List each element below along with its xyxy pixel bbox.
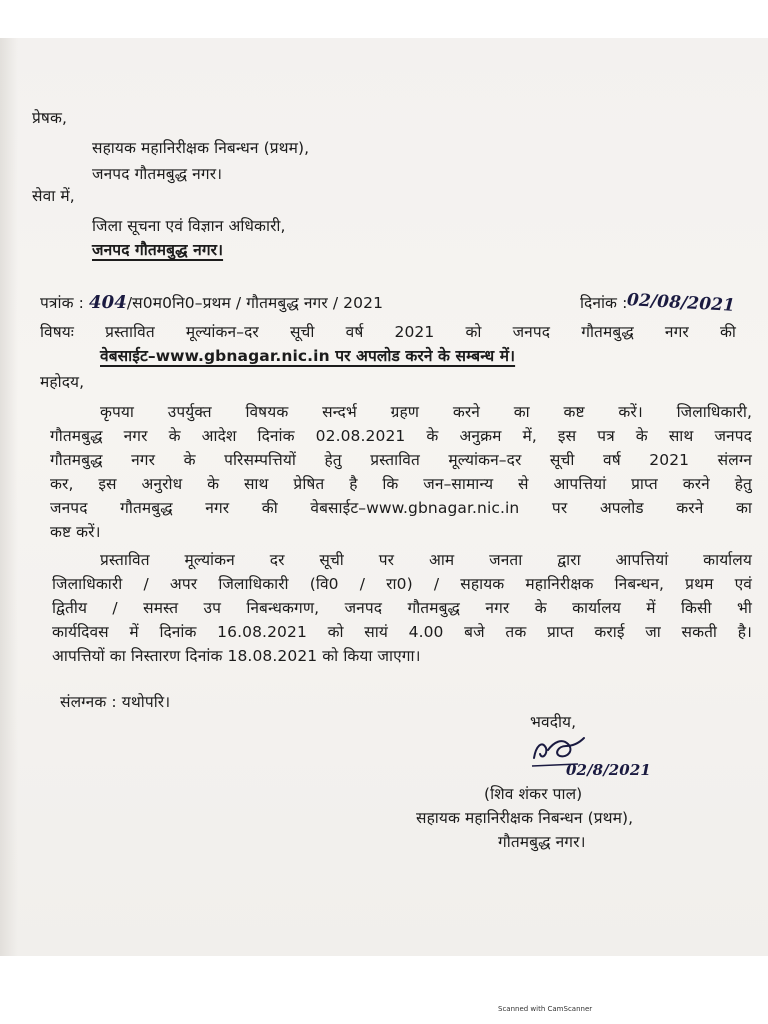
reference-label: पत्रांक : [40, 294, 84, 312]
paragraph2-line: कार्यदिवस में दिनांक 16.08.2021 को सायं 4.00 बजे तक प्राप्त कराई जा सकती है। [52, 623, 752, 641]
paragraph1-line: कष्ट करें। [50, 523, 101, 541]
subject-line-2: वेबसाईट–www.gbnagar.nic.in पर अपलोड करने के सम्बन्ध में। [100, 347, 516, 365]
paragraph1-line: कृपया उपर्युक्त विषयक सन्दर्भ ग्रहण करने का कष्ट करें। जिलाधिकारी, [100, 403, 752, 421]
recipient-district: जनपद गौतमबुद्ध नगर। [92, 241, 224, 259]
reference-number-rest: /स0म0नि0–प्रथम / गौतमबुद्ध नगर / 2021 [126, 294, 384, 312]
reference-number-handwritten: 404 [88, 292, 127, 313]
paragraph1-line: जनपद गौतमबुद्ध नगर की वेबसाईट–www.gbnagar.nic.in पर अपलोड करने का [50, 499, 752, 517]
paragraph2-line: प्रस्तावित मूल्यांकन दर सूची पर आम जनता द्वारा आपत्तियां कार्यालय [100, 551, 752, 569]
paragraph2-line: जिलाधिकारी / अपर जिलाधिकारी (वि0 / रा0) / सहायक महानिरीक्षक निबन्धन, प्रथम एवं [52, 575, 752, 593]
salutation: महोदय, [40, 373, 85, 391]
date-handwritten: 02/08/2021 [626, 290, 736, 316]
enclosure-note: संलग्नक : यथोपरि। [60, 693, 171, 711]
date-line [580, 290, 736, 316]
sender-designation: सहायक महानिरीक्षक निबन्धन (प्रथम), [92, 139, 310, 157]
reference-line [40, 293, 383, 313]
signatory-designation: सहायक महानिरीक्षक निबन्धन (प्रथम), [416, 809, 634, 827]
recipient-label: सेवा में, [32, 187, 75, 205]
sender-district: जनपद गौतमबुद्ध नगर। [92, 165, 223, 183]
paragraph2-line: द्वितीय / समस्त उप निबन्धकगण, जनपद गौतमबुद्ध नगर के कार्यालय में किसी भी [52, 599, 752, 617]
closing-yours: भवदीय, [530, 713, 577, 731]
scan-footer [0, 956, 768, 1024]
signatory-district: गौतमबुद्ध नगर। [498, 833, 586, 851]
paragraph1-line: गौतमबुद्ध नगर के परिसम्पत्तियों हेतु प्रस्तावित मूल्यांकन–दर सूची वर्ष 2021 संलग्न [50, 451, 752, 469]
subject-line-1: विषयः प्रस्तावित मूल्यांकन–दर सूची वर्ष 2021 को जनपद गौतमबुद्ध नगर की [40, 323, 736, 341]
paragraph1-line: गौतमबुद्ध नगर के आदेश दिनांक 02.08.2021 के अनुक्रम में, इस पत्र के साथ जनपद [50, 427, 752, 445]
date-label: दिनांक : [580, 294, 628, 312]
paragraph2-line: आपत्तियों का निस्तारण दिनांक 18.08.2021 को किया जाएगा। [52, 647, 421, 665]
signatory-name: (शिव शंकर पाल) [484, 785, 583, 803]
signature-date: 02/8/2021 [566, 761, 651, 779]
scanner-watermark: Scanned with CamScanner [498, 1005, 593, 1013]
paragraph1-line: कर, इस अनुरोध के साथ प्रेषित है कि जन–सामान्य से आपत्तियां प्राप्त करने हेतु [50, 475, 752, 493]
recipient-designation: जिला सूचना एवं विज्ञान अधिकारी, [92, 217, 286, 235]
sender-label: प्रेषक, [32, 109, 68, 127]
